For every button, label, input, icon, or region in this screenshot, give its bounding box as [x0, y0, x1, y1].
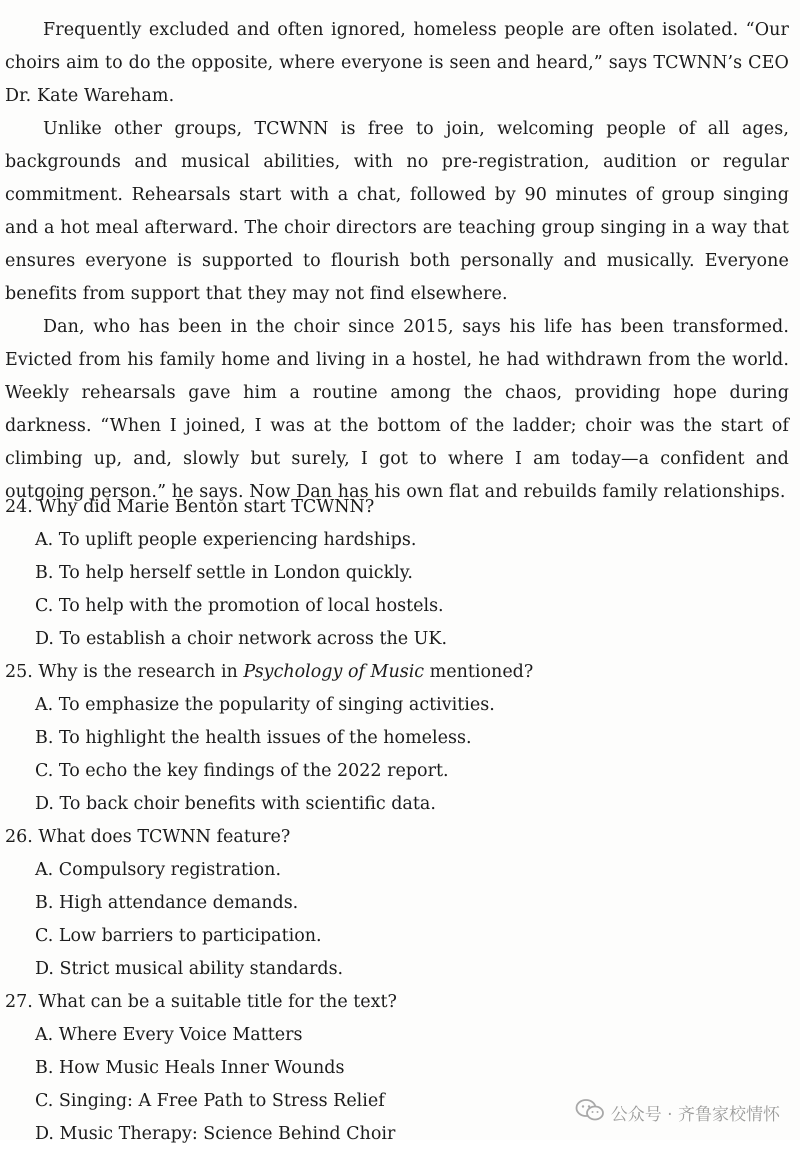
- question-24: [5, 491, 795, 656]
- option-a: A. To emphasize the popularity of singing activities.: [35, 695, 495, 715]
- option-b: B. To highlight the health issues of the homeless.: [35, 728, 472, 748]
- question-stem: 27. What can be a suitable title for the text?: [5, 992, 397, 1012]
- option-d: D. To back choir benefits with scientific data.: [35, 794, 436, 814]
- option-d: D. Strict musical ability standards.: [35, 959, 344, 979]
- question-stem: 24. Why did Marie Benton start TCWNN?: [5, 497, 375, 517]
- option-b: B. High attendance demands.: [35, 893, 299, 913]
- option-b: B. To help herself settle in London quickly.: [35, 563, 413, 583]
- question-25: [5, 656, 795, 821]
- watermark-text: 公众号 · 齐鲁家校情怀: [610, 1105, 780, 1125]
- question-stem-after: mentioned?: [424, 662, 534, 682]
- question-26: [5, 821, 795, 986]
- question-stem-before: 25. Why is the research in: [5, 662, 244, 682]
- option-c: C. To help with the promotion of local hostels.: [35, 596, 444, 616]
- option-b: B. How Music Heals Inner Wounds: [35, 1058, 345, 1078]
- option-c: C. Low barriers to participation.: [35, 926, 322, 946]
- journal-title: Psychology of Music: [243, 662, 425, 682]
- question-stem: [5, 656, 795, 689]
- passage-paragraph-1: Frequently excluded and often ignored, homeless people are often isolated. “Our choirs aim to do the opposite, where everyone is seen and heard,” says TCWNN’s CEO Dr. Kate Wareham.: [5, 19, 789, 106]
- passage-paragraph-2: Unlike other groups, TCWNN is free to join, welcoming people of all ages, backgrounds and musical abilities, with no pre-registration, audition or regular commitment. Rehearsals start with a chat, followed by 90 minutes of group singing and a hot meal afterward. The choir directors are teaching group singing in a way that ensures everyone is supported to flourish both personally and musically. Everyone benefits from support that they may not find elsewhere.: [5, 118, 789, 304]
- passage-paragraph-3: Dan, who has been in the choir since 2015, says his life has been transformed. Evicted from his family home and living in a hostel, he had withdrawn from the world. Weekly rehearsals gave him a routine among the chaos, providing hope during darkness. “When I joined, I was at the bottom of the ladder; choir was the start of climbing up, and, slowly but surely, I got to where I am today—a confident and outgoing person.” he says. Now Dan has his own flat and rebuilds family relationships.: [5, 316, 789, 502]
- option-a: A. To uplift people experiencing hardships.: [35, 530, 417, 550]
- option-a: A. Compulsory registration.: [35, 860, 282, 880]
- option-d: D. Music Therapy: Science Behind Choir: [35, 1124, 396, 1144]
- option-d: D. To establish a choir network across the UK.: [35, 629, 448, 649]
- wechat-icon: [575, 1098, 605, 1127]
- option-c: C. Singing: A Free Path to Stress Relief: [35, 1091, 385, 1111]
- option-a: A. Where Every Voice Matters: [35, 1025, 303, 1045]
- wechat-watermark: [575, 1098, 780, 1127]
- question-stem: 26. What does TCWNN feature?: [5, 827, 291, 847]
- option-c: C. To echo the key findings of the 2022 report.: [35, 761, 449, 781]
